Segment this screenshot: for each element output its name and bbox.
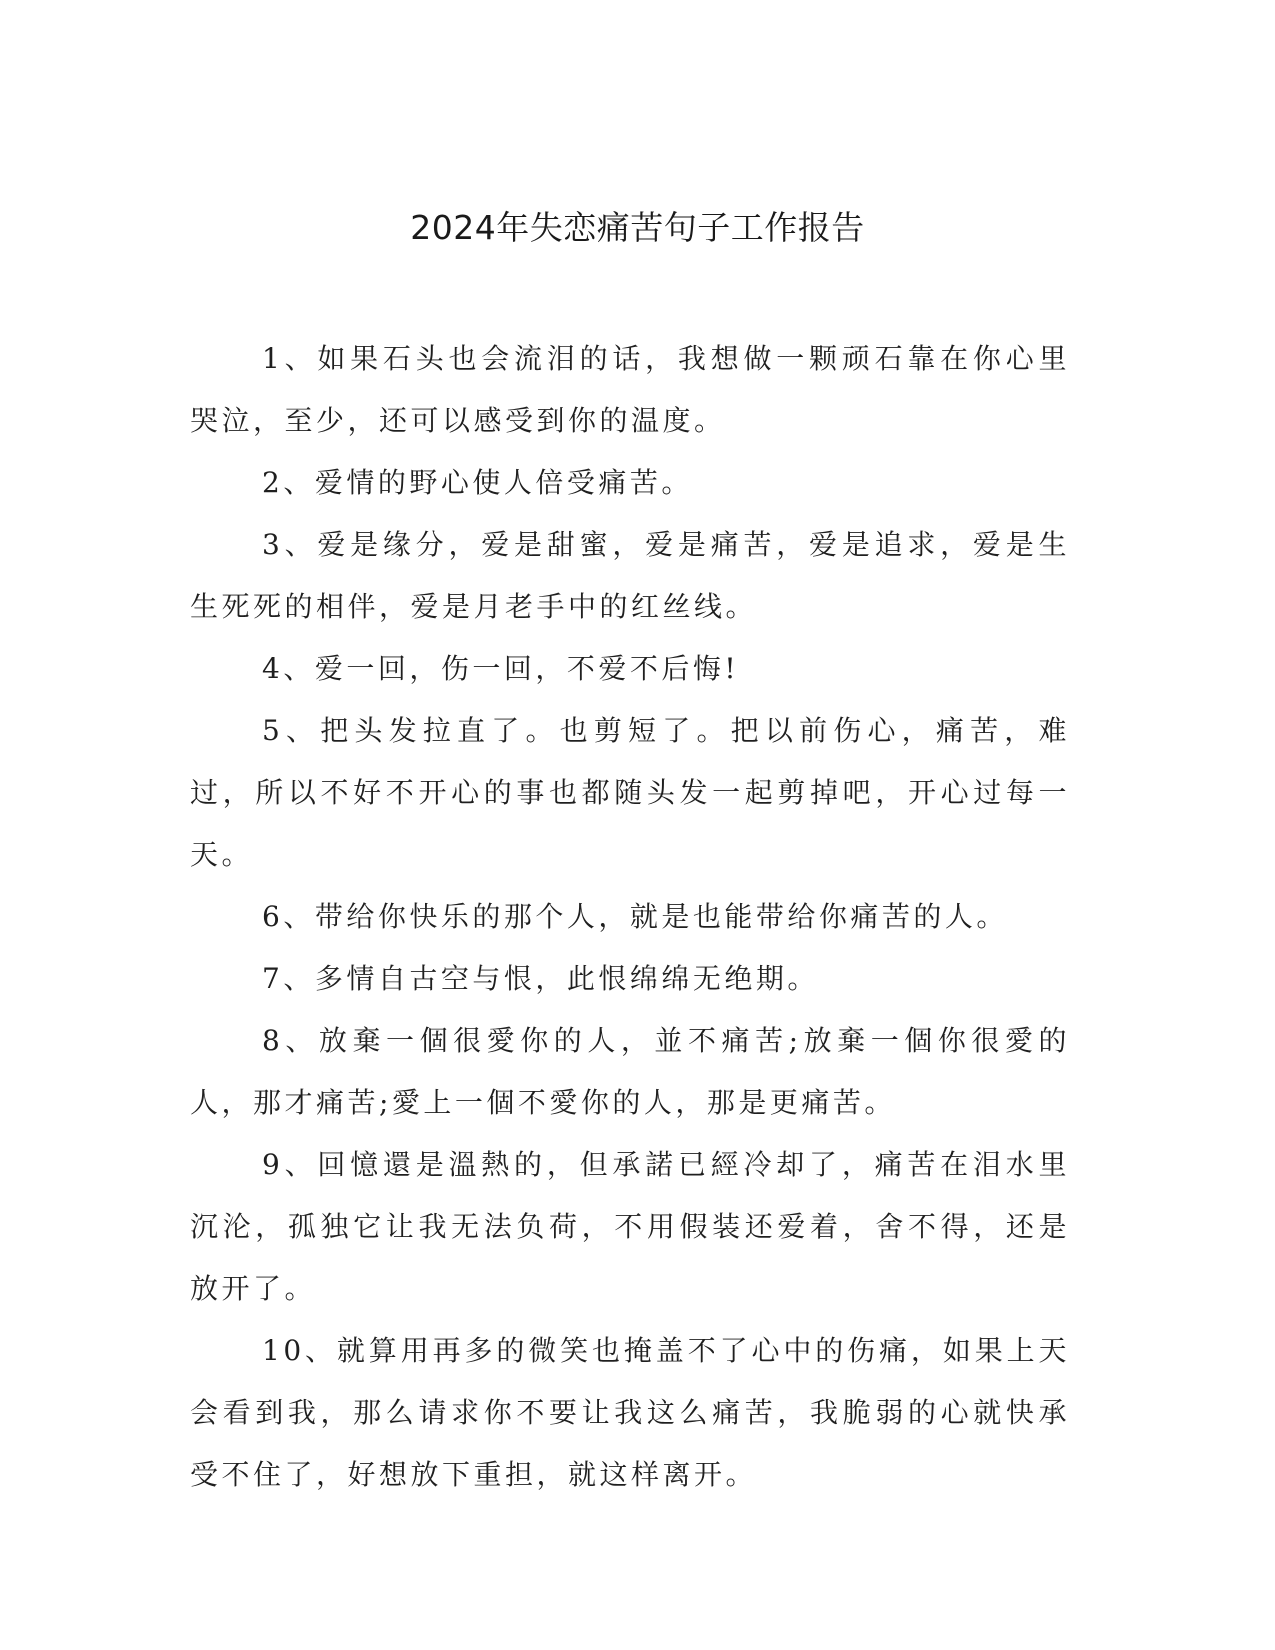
paragraph-3: 3、爱是缘分，爱是甜蜜，爱是痛苦，爱是追求，爱是生生死死的相伴，爱是月老手中的红丝线。	[190, 528, 1070, 623]
document-title: 2024年失恋痛苦句子工作报告	[410, 208, 865, 247]
paragraph-10: 10、就算用再多的微笑也掩盖不了心中的伤痛，如果上天会看到我，那么请求你不要让我这么痛苦，我脆弱的心就快承受不住了，好想放下重担，就这样离开。	[190, 1334, 1070, 1491]
paragraph-6: 6、带给你快乐的那个人，就是也能带给你痛苦的人。	[262, 900, 1008, 933]
paragraph-1: 1、如果石头也会流泪的话，我想做一颗顽石靠在你心里哭泣，至少，还可以感受到你的温度。	[190, 342, 1070, 437]
paragraph-8: 8、放棄一個很愛你的人，並不痛苦;放棄一個你很愛的人，那才痛苦;愛上一個不愛你的人，那是更痛苦。	[190, 1024, 1070, 1119]
document-body	[190, 328, 1070, 1506]
paragraph-2: 2、爱情的野心使人倍受痛苦。	[262, 466, 693, 499]
paragraph-4: 4、爱一回，伤一回，不爱不后悔!	[262, 652, 740, 685]
paragraph-7: 7、多情自古空与恨，此恨绵绵无绝期。	[262, 962, 819, 995]
paragraph-5: 5、把头发拉直了。也剪短了。把以前伤心，痛苦，难过，所以不好不开心的事也都随头发一起剪掉吧，开心过每一天。	[190, 714, 1070, 871]
paragraph-9: 9、回憶還是溫熱的，但承諾已經冷却了，痛苦在泪水里沉沦，孤独它让我无法负荷，不用假装还爱着，舍不得，还是放开了。	[190, 1148, 1070, 1305]
